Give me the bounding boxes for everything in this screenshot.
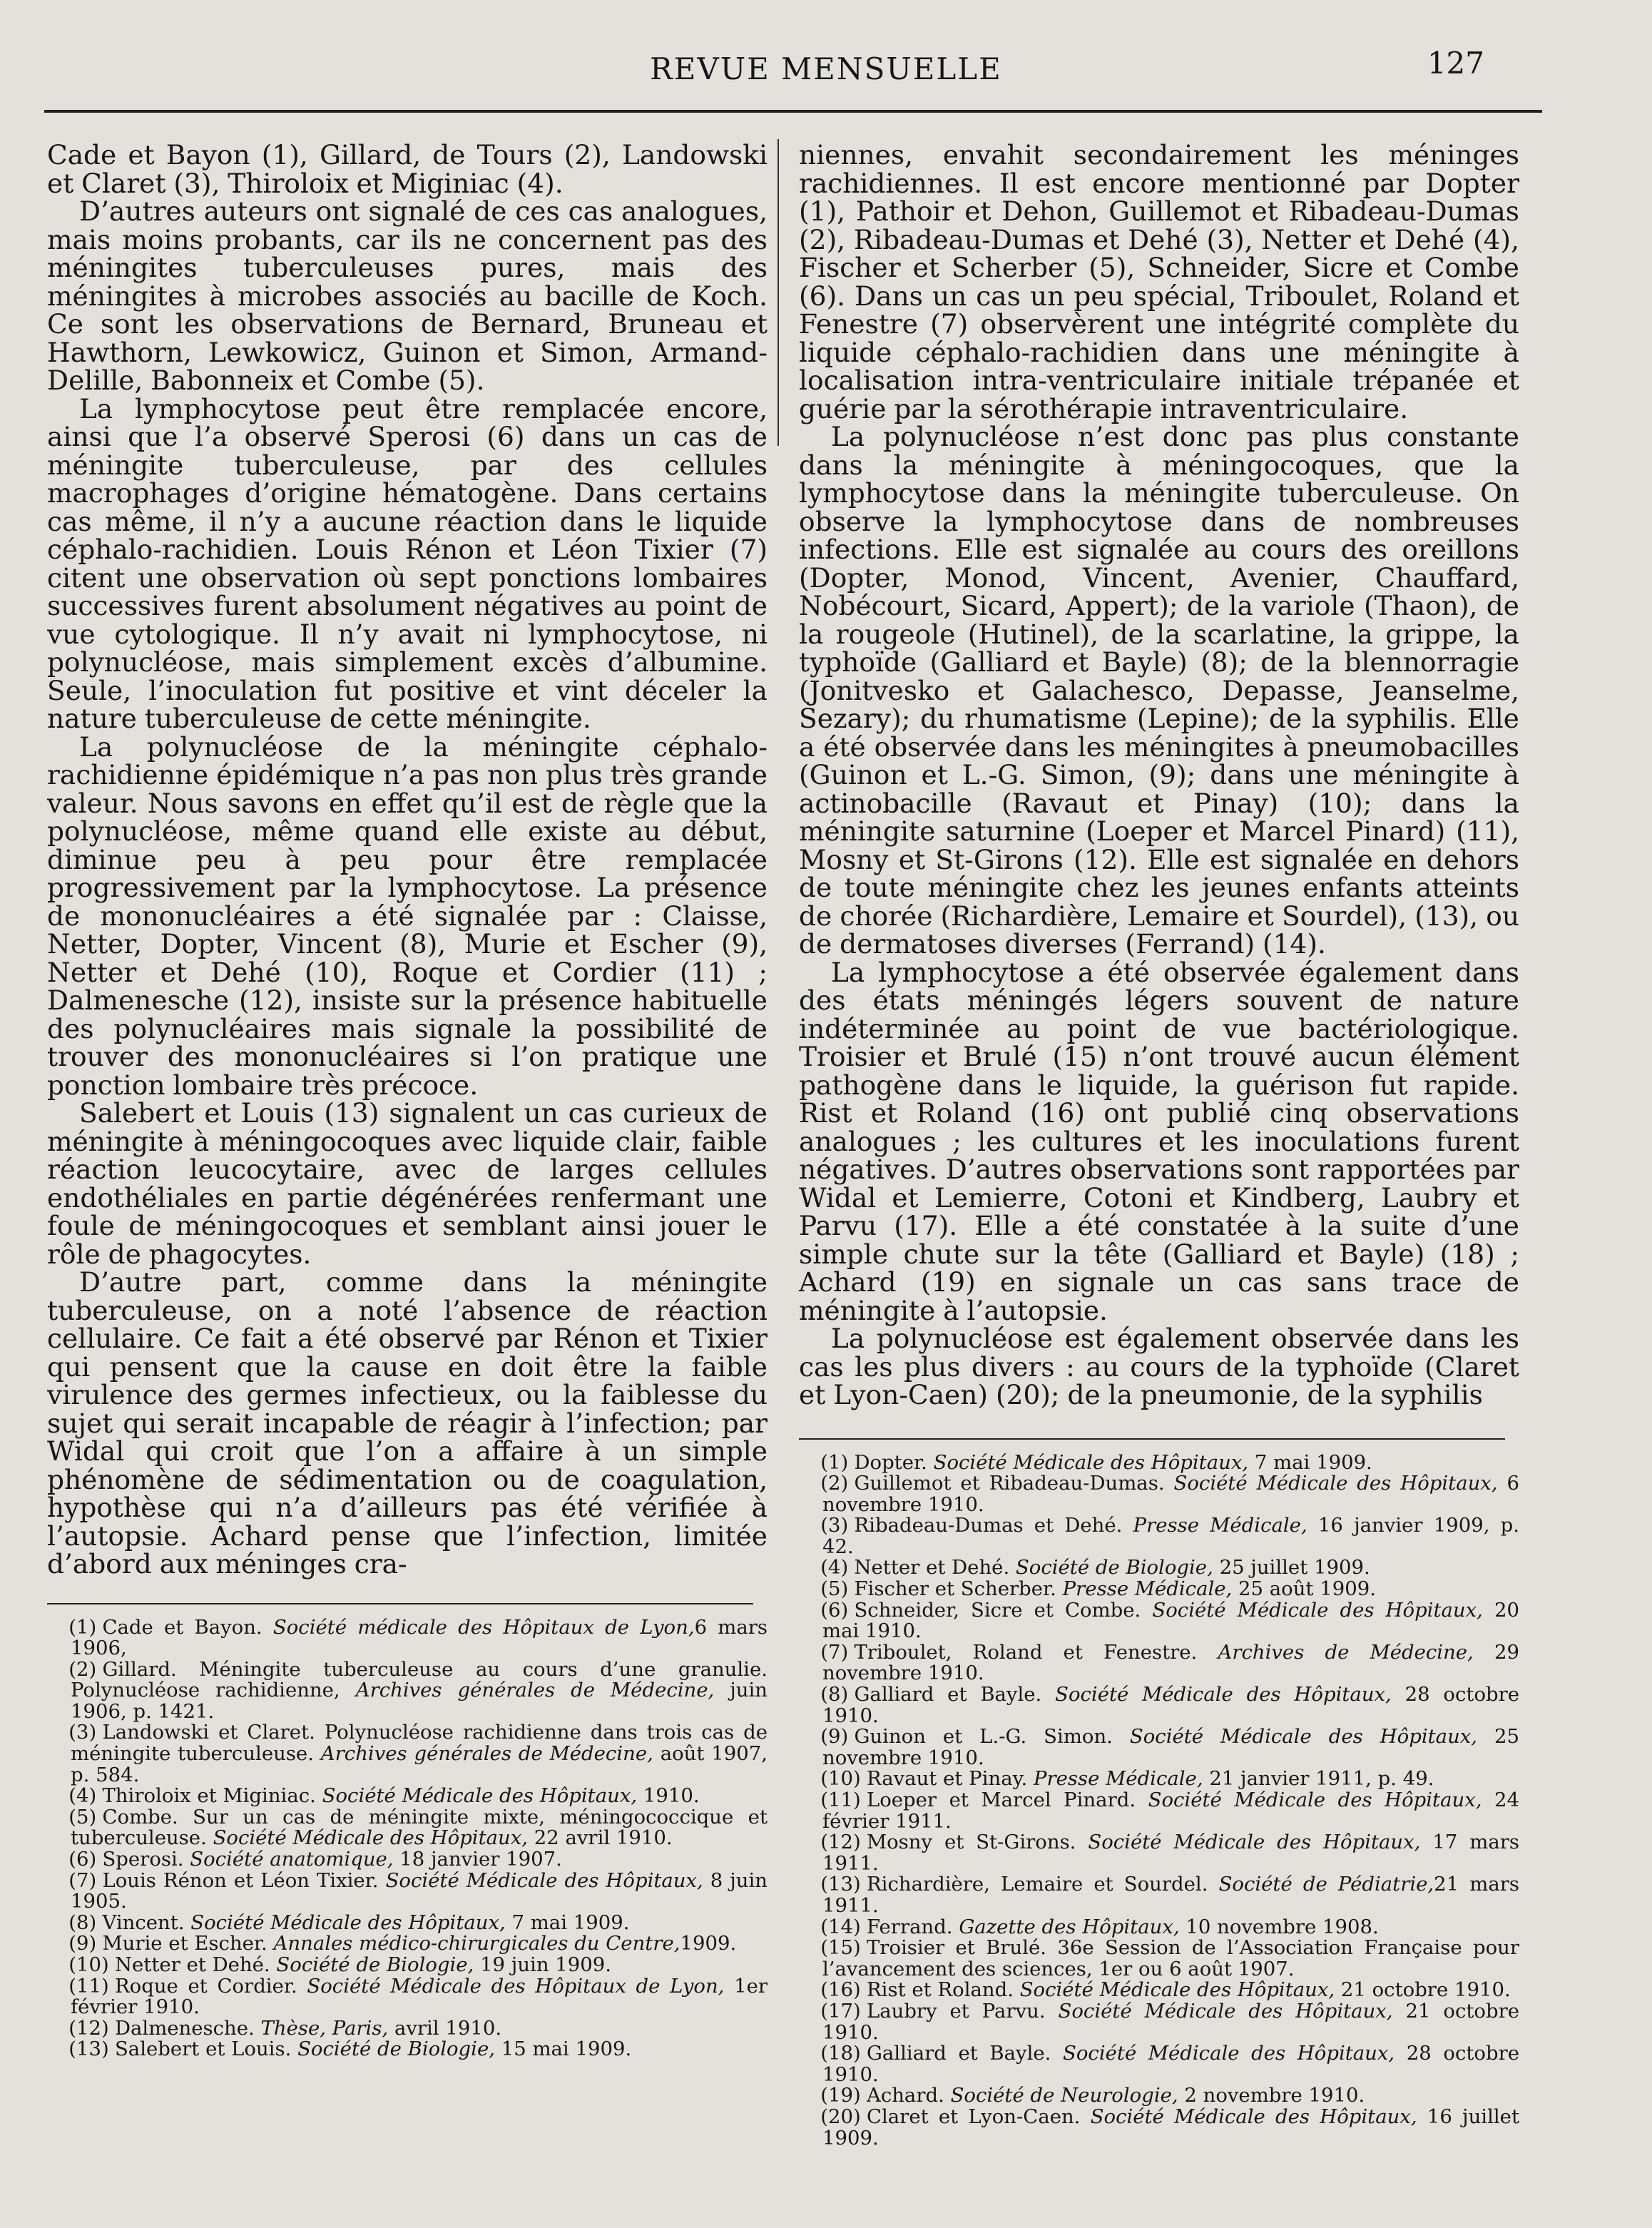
footnote: (16) Rist et Roland. Société Médicale des Hôpitaux, 21 octobre 1910. <box>820 1978 1511 2002</box>
footnote: (4) Netter et Dehé. Société de Biologie, 25 juillet 1909. <box>820 1556 1370 1580</box>
right-body-text <box>799 141 1519 1410</box>
footnote: (9) Murie et Escher. Annales médico-chirurgicales du Centre,1909. <box>68 1932 737 1955</box>
footnote: (1) Dopter. Société Médicale des Hôpitaux, 7 mai 1909. <box>820 1450 1372 1474</box>
footnote: (4) Thiroloix et Miginiac. Société Médicale des Hôpitaux, 1910. <box>68 1784 700 1808</box>
footnote: (6) Schneider, Sicre et Combe. Société Médicale des Hôpitaux, 20 mai 1910. <box>820 1598 1519 1643</box>
right-column <box>799 141 1519 2149</box>
body-paragraph: La polynucléose n’est donc pas plus constante dans la méningite à méningocoques, que la lymphocytose dans la méningite tuberculeuse. On observe la lymphocytose dans de nombreuses infections. Elle est signalée au cours des oreillons (Dopter, Monod, Vincent, Avenier, Chauffard, Nobécourt, Sicard, Appert); de la variole (Thaon), de la rougeole (Hutinel), de la scarlatine, la grippe, la typhoïde (Galliard et Bayle) (8); de la blennorragie (Jonitvesko et Galachesco, Depasse, Jeanselme, Sezary); du rhumatisme (Lepine); de la syphilis. Elle a été observée dans les méningites à pneumobacilles (Guinon et L.-G. Simon, (9); dans une méningite à actinobacille (Ravaut et Pinay) (10); dans la méningite saturnine (Loeper et Marcel Pinard) (11), Mosny et St-Girons (12). Elle est signalée en dehors de toute méningite chez les jeunes enfants atteints de chorée (Richardière, Lemaire et Sourdel), (13), ou de dermatoses diverses (Ferrand) (14). <box>799 421 1519 960</box>
footnote: (12) Dalmenesche. Thèse, Paris, avril 1910. <box>68 2016 502 2040</box>
footnote: (1) Cade et Bayon. Société médicale des Hôpitaux de Lyon,6 mars 1906, <box>68 1615 768 1660</box>
footnote: (20) Claret et Lyon-Caen. Société Médicale des Hôpitaux, 16 juillet 1909. <box>820 2105 1520 2150</box>
footnote: (13) Salebert et Louis. Société de Biologie, 15 mai 1909. <box>68 2038 632 2061</box>
body-paragraph: La lymphocytose a été observée également dans des états méningés légers souvent de nature indéterminée au point de vue bactériologique. Troisier et Brulé (15) n’ont trouvé aucun élément pathogène dans le liquide, la guérison fut rapide. Rist et Roland (16) ont publié cinq observations analogues ; les cultures et les inoculations furent négatives. D’autres observations sont rapportées par Widal et Lemierre, Cotoni et Kindberg, Laubry et Parvu (17). Elle a été constatée à la suite d’une simple chute sur la tête (Galliard et Bayle) (18) ; Achard (19) en signale un cas sans trace de méningite à l’autopsie. <box>799 956 1519 1326</box>
footnote: (8) Vincent. Société Médicale des Hôpitaux, 7 mai 1909. <box>68 1911 630 1934</box>
footnote: (17) Laubry et Parvu. Société Médicale des Hôpitaux, 21 octobre 1910. <box>820 1999 1519 2044</box>
footnote: (7) Triboulet, Roland et Fenestre. Archives de Médecine, 29 novembre 1910. <box>820 1640 1519 1685</box>
footnote: (2) Gillard. Méningite tuberculeuse au cours d’une granulie. Polynucléose rachidienne, Archives générales de Médecine, juin 1906, p. 1421. <box>68 1657 768 1723</box>
footnote: (8) Galliard et Bayle. Société Médicale des Hôpitaux, 28 octobre 1910. <box>820 1683 1520 1727</box>
footnote: (6) Sperosi. Société anatomique, 18 janvier 1907. <box>68 1848 562 1871</box>
footnote-rule <box>799 1438 1505 1440</box>
header-rule <box>44 110 1542 113</box>
footnote: (15) Troisier et Brulé. 36e Session de l’Association Française pour l’avancement des sciences, 1er ou 6 août 1907. <box>820 1936 1519 1980</box>
column-divider <box>777 139 779 446</box>
page-number: 127 <box>1427 46 1484 81</box>
footnote: (9) Guinon et L.-G. Simon. Société Médicale des Hôpitaux, 25 novembre 1910. <box>820 1725 1520 1769</box>
running-title: REVUE MENSUELLE <box>650 51 1002 86</box>
footnote: (3) Ribadeau-Dumas et Dehé. Presse Médicale, 16 janvier 1909, p. 42. <box>820 1514 1519 1558</box>
footnote: (11) Roque et Cordier. Société Médicale des Hôpitaux de Lyon, 1er février 1910. <box>68 1974 768 2019</box>
footnote: (12) Mosny et St-Girons. Société Médicale des Hôpitaux, 17 mars 1911. <box>820 1831 1519 1875</box>
footnote: (10) Ravaut et Pinay. Presse Médicale, 21 janvier 1911, p. 49. <box>820 1767 1434 1791</box>
footnote: (13) Richardière, Lemaire et Sourdel. Société de Pédiatrie,21 mars 1911. <box>820 1873 1519 1917</box>
left-body-text <box>47 141 768 1579</box>
footnote: (5) Fischer et Scherber. Presse Médicale, 25 août 1909. <box>820 1577 1376 1601</box>
footnote: (3) Landowski et Claret. Polynucléose rachidienne dans trois cas de méningite tuberculeuse. Archives générales de Médecine, août 1907, p. 584. <box>68 1721 768 1786</box>
footnote: (19) Achard. Société de Neurologie, 2 novembre 1910. <box>820 2084 1365 2107</box>
body-paragraph: La polynucléose est également observée dans les cas les plus divers : au cours de la typhoïde (Claret et Lyon-Caen) (20); de la pneumonie, de la syphilis <box>799 1323 1519 1410</box>
left-column <box>47 141 768 2060</box>
body-paragraph: La polynucléose de la méningite céphalo-rachidienne épidémique n’a pas non plus très grande valeur. Nous savons en effet qu’il est de règle que la polynucléose, même quand elle existe au début, diminue peu à peu pour être remplacée progressivement par la lymphocytose. La présence de mononucléaires a été signalée par : Claisse, Netter, Dopter, Vincent (8), Murie et Escher (9), Netter et Dehé (10), Roque et Cordier (11) ; Dalmenesche (12), insiste sur la présence habituelle des polynucléaires mais signale la possibilité de trouver des mononucléaires si l’on pratique une ponction lombaire très précoce. <box>47 731 768 1101</box>
footnote: (5) Combe. Sur un cas de méningite mixte, méningococcique et tuberculeuse. Société Médicale des Hôpitaux, 22 avril 1910. <box>68 1805 768 1850</box>
left-footnotes <box>47 1617 768 2060</box>
footnote: (11) Loeper et Marcel Pinard. Société Médicale des Hôpitaux, 24 février 1911. <box>820 1789 1520 1833</box>
footnote-rule <box>47 1603 753 1604</box>
footnote: (18) Galliard et Bayle. Société Médicale des Hôpitaux, 28 octobre 1910. <box>820 2042 1520 2086</box>
body-paragraph: Cade et Bayon (1), Gillard, de Tours (2), Landowski et Claret (3), Thiroloix et Miginiac (4). <box>47 139 768 199</box>
footnote: (10) Netter et Dehé. Société de Biologie, 19 juin 1909. <box>68 1953 612 1976</box>
body-paragraph: La lymphocytose peut être remplacée encore, ainsi que l’a observé Sperosi (6) dans un cas de méningite tuberculeuse, par des cellules macrophages d’origine hématogène. Dans certains cas même, il n’y a aucune réaction dans le liquide céphalo-rachidien. Louis Rénon et Léon Tixier (7) citent une observation où sept ponctions lombaires successives furent absolument négatives au point de vue cytologique. Il n’y avait ni lymphocytose, ni polynucléose, mais simplement excès d’albumine. Seule, l’inoculation fut positive et vint déceler la nature tuberculeuse de cette méningite. <box>47 392 768 734</box>
body-paragraph: D’autre part, comme dans la méningite tuberculeuse, on a noté l’absence de réaction cellulaire. Ce fait a été observé par Rénon et Tixier qui pensent que la cause en doit être la faible virulence des germes infectieux, ou la faiblesse du sujet qui serait incapable de réagir à l’infection; par Widal qui croit que l’on a affaire à un simple phénomène de sédimentation ou de coagulation, hypothèse qui n’a d’ailleurs pas été vérifiée à l’autopsie. Achard pense que l’infection, limitée d’abord aux méninges cra- <box>47 1266 768 1580</box>
body-paragraph: niennes, envahit secondairement les méninges rachidiennes. Il est encore mentionné par Dopter (1), Pathoir et Dehon, Guillemot et Ribadeau-Dumas (2), Ribadeau-Dumas et Dehé (3), Netter et Dehé (4), Fischer et Scherber (5), Schneider, Sicre et Combe (6). Dans un cas un peu spécial, Triboulet, Roland et Fenestre (7) observèrent une intégrité complète du liquide céphalo-rachidien dans une méningite à localisation intra-ventriculaire initiale trépanée et guérie par la sérothérapie intraventriculaire. <box>799 139 1519 424</box>
footnote: (14) Ferrand. Gazette des Hôpitaux, 10 novembre 1908. <box>820 1915 1379 1938</box>
body-paragraph: Salebert et Louis (13) signalent un cas curieux de méningite à méningocoques avec liquide clair, faible réaction leucocytaire, avec de larges cellules endothéliales en partie dégénérées renfermant une foule de méningocoques et semblant ainsi jouer le rôle de phagocytes. <box>47 1097 768 1270</box>
footnote: (2) Guillemot et Ribadeau-Dumas. Société Médicale des Hôpitaux, 6 novembre 1910. <box>820 1472 1520 1516</box>
right-footnotes <box>799 1450 1520 2150</box>
body-paragraph: D’autres auteurs ont signalé de ces cas analogues, mais moins probants, car ils ne concernent pas des méningites tuberculeuses pures, mais des méningites à microbes associés au bacille de Koch. Ce sont les observations de Bernard, Bruneau et Hawthorn, Lewkowicz, Guinon et Simon, Armand-Delille, Babonneix et Combe (5). <box>47 195 768 396</box>
footnote: (7) Louis Rénon et Léon Tixier. Société Médicale des Hôpitaux, 8 juin 1905. <box>68 1868 768 1913</box>
